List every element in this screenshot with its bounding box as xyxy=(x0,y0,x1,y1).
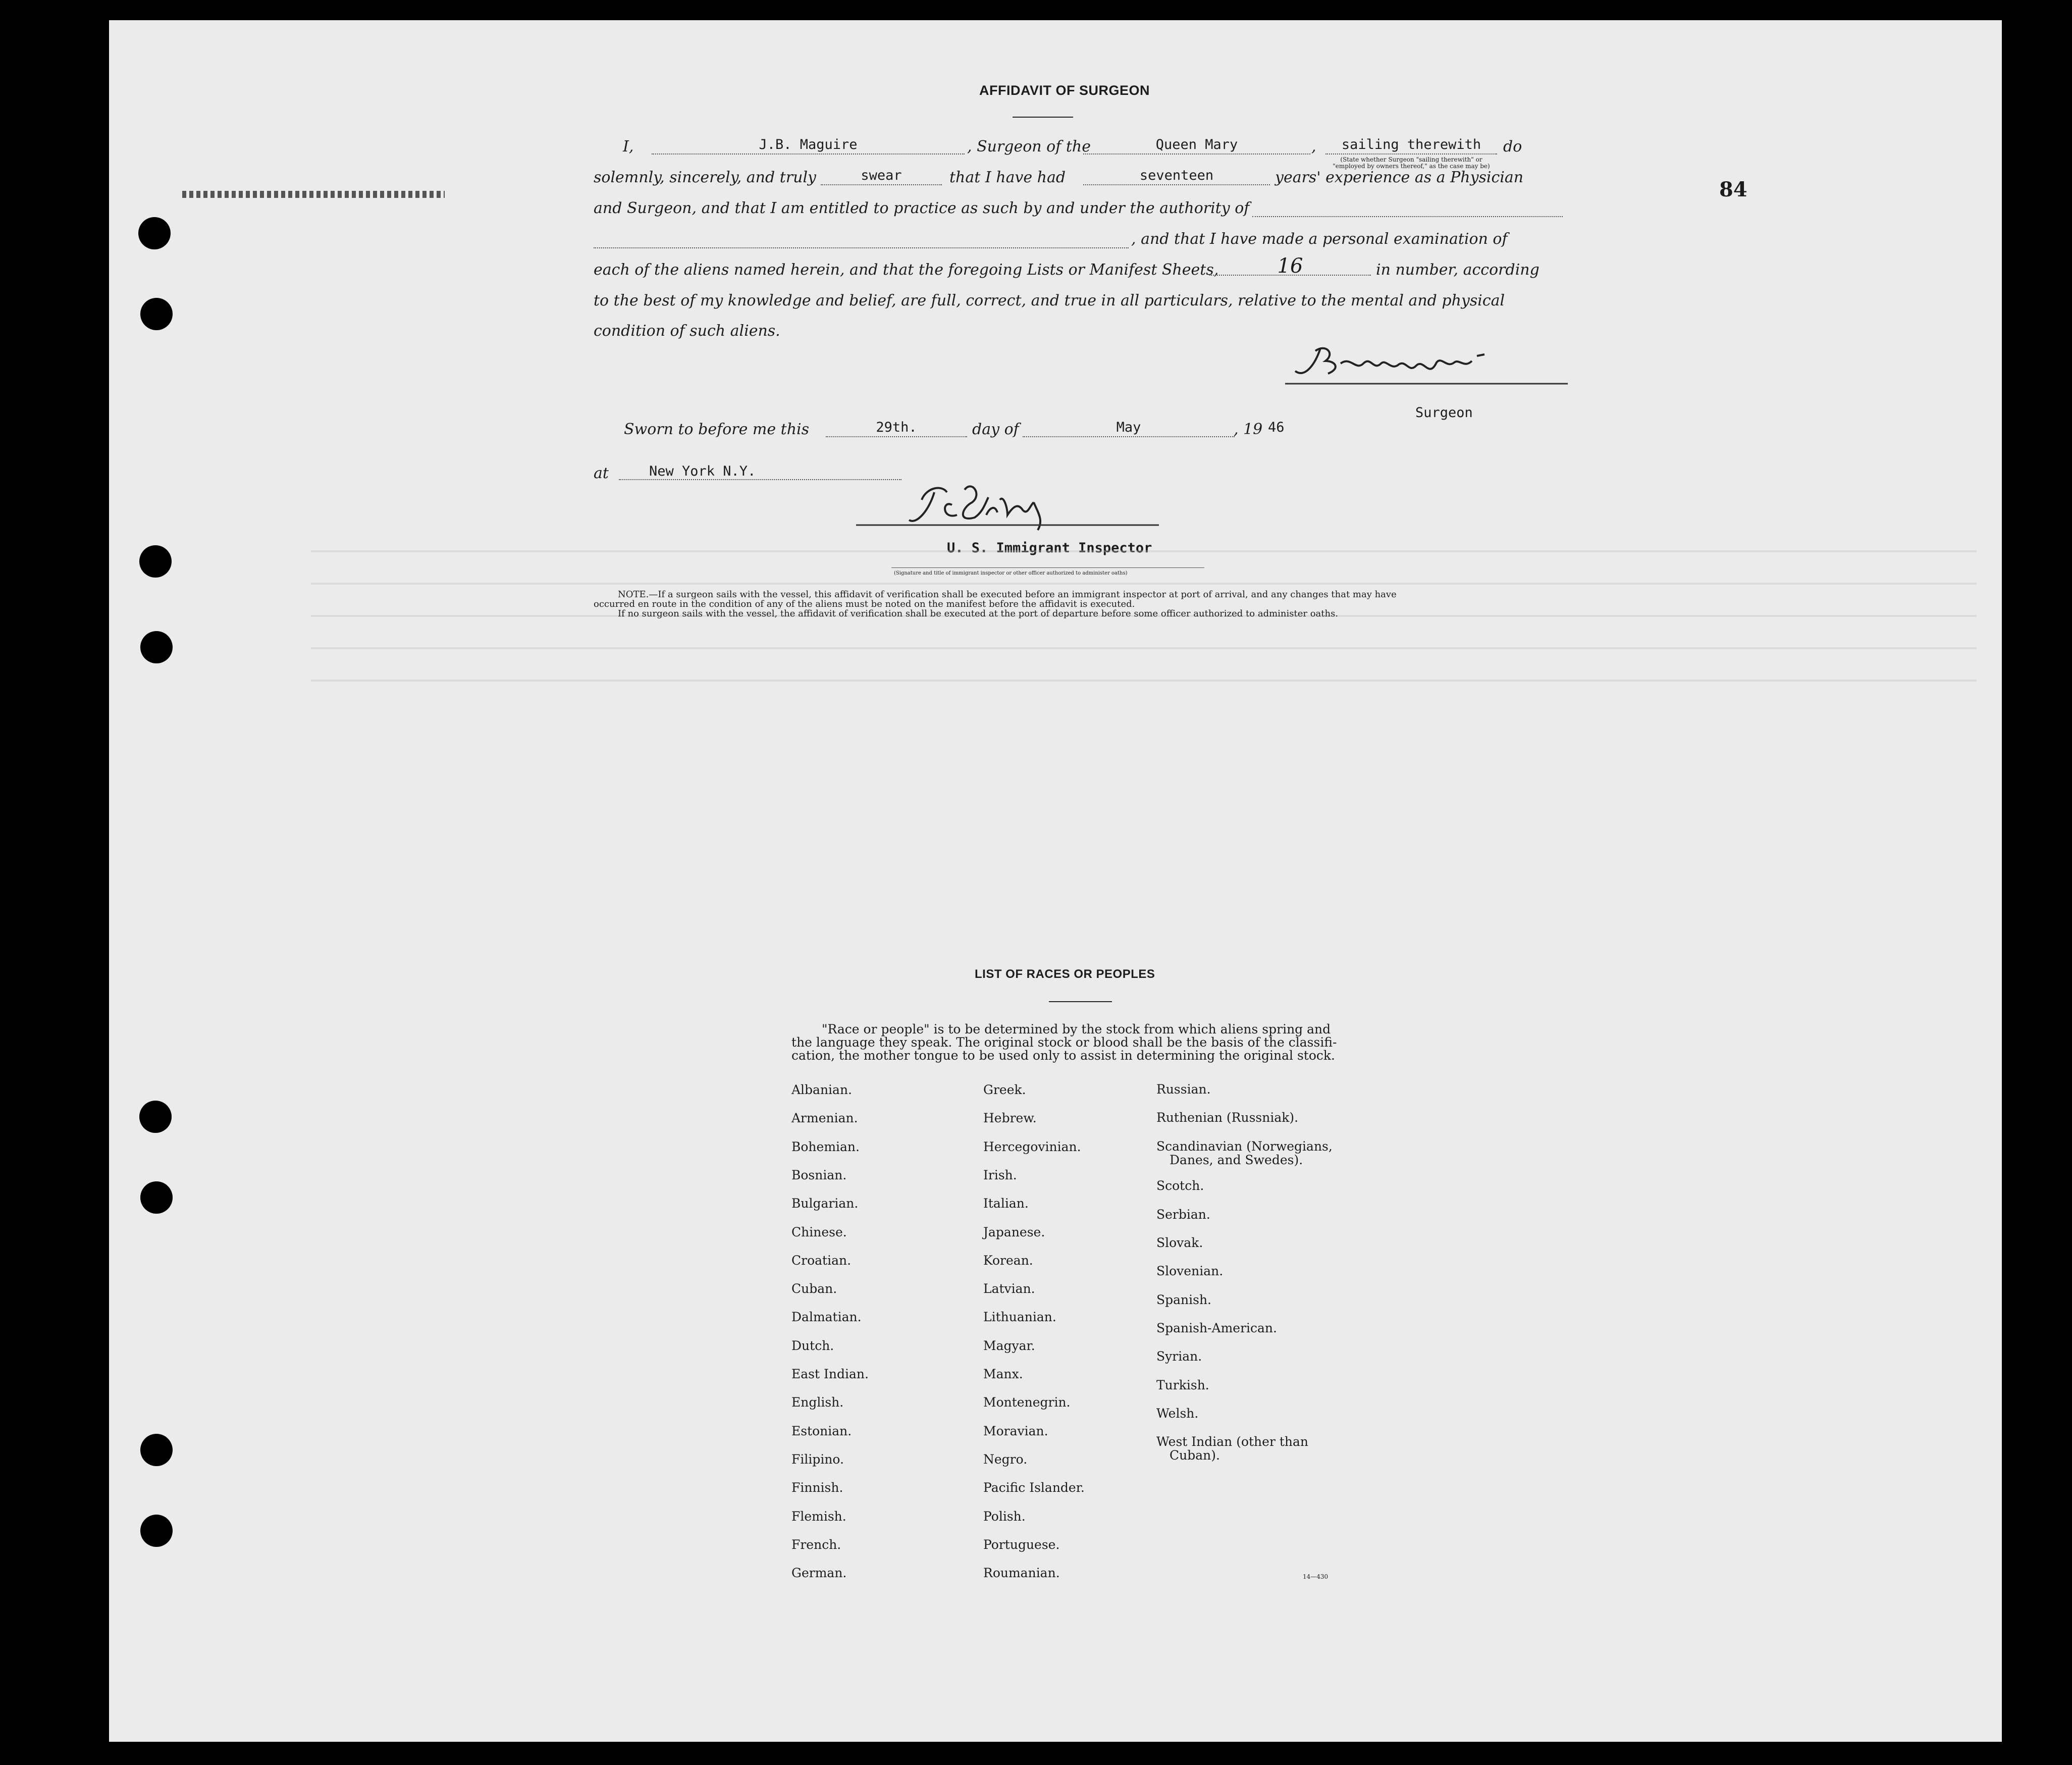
sheets-field: 16 xyxy=(1209,257,1371,276)
affidavit-line2-prefix: solemnly, sincerely, and truly xyxy=(594,169,817,186)
sworn-day-of: day of xyxy=(972,421,1019,438)
race-item: German. xyxy=(791,1566,847,1580)
race-item-line: Danes, and Swedes). xyxy=(1170,1153,1303,1167)
race-item: Pacific Islander. xyxy=(983,1480,1085,1495)
race-item xyxy=(1156,1139,1333,1167)
affidavit-line5-prefix: each of the aliens named herein, and that the foregoing Lists or Manifest Sheets, xyxy=(594,261,1219,279)
race-item: Bulgarian. xyxy=(791,1196,859,1211)
race-item xyxy=(1156,1082,1211,1096)
races-intro-line2: the language they speak. The original stock or blood shall be the basis of the classifi- xyxy=(791,1035,1337,1050)
race-item: Cuban. xyxy=(791,1281,837,1296)
surgeon-name-field: J.B. Maguire xyxy=(652,136,965,154)
race-item: Dutch. xyxy=(791,1338,834,1353)
race-item: Italian. xyxy=(983,1196,1029,1211)
race-item: Finnish. xyxy=(791,1480,843,1495)
affidavit-title: AFFIDAVIT OF SURGEON xyxy=(979,83,1150,98)
sworn-day-field: 29th. xyxy=(826,419,967,437)
affidavit-line2-mid: that I have had xyxy=(949,169,1066,186)
note-line1: NOTE.—If a surgeon sails with the vessel, this affidavit of verification shall be executed before an immigrant inspector at port of arrival, and any changes that may have xyxy=(618,589,1397,600)
race-item xyxy=(1156,1407,1198,1420)
race-item: Bosnian. xyxy=(791,1168,847,1182)
race-item: Albanian. xyxy=(791,1082,853,1097)
race-item-line: Slovak. xyxy=(1156,1235,1203,1250)
sworn-year-suffix: 46 xyxy=(1268,420,1285,435)
race-item: Hercegovinian. xyxy=(983,1139,1081,1154)
form-number: 14—430 xyxy=(1303,1573,1329,1580)
race-item: Dalmatian. xyxy=(791,1310,862,1324)
race-item-line: Spanish-American. xyxy=(1156,1321,1277,1335)
race-item xyxy=(1156,1321,1277,1335)
races-intro-line3: cation, the mother tongue to be used only to assist in determining the original stock. xyxy=(791,1048,1335,1063)
race-item: Latvian. xyxy=(983,1281,1035,1296)
race-item: Filipino. xyxy=(791,1452,844,1467)
race-item: Flemish. xyxy=(791,1509,846,1524)
affidavit-line7: condition of such aliens. xyxy=(594,322,780,340)
ship-name-field: Queen Mary xyxy=(1083,136,1310,154)
race-item: Montenegrin. xyxy=(983,1395,1071,1410)
race-item-line: Scandinavian (Norwegians, xyxy=(1156,1139,1333,1154)
place-field: New York N.Y. xyxy=(619,463,901,480)
page-number: 84 xyxy=(1719,178,1747,201)
affidavit-line6: to the best of my knowledge and belief, are full, correct, and true in all particulars, relative to the mental and physical xyxy=(594,292,1505,309)
inspector-note: (Signature and title of immigrant inspector or other officer authorized to administer oaths) xyxy=(894,570,1128,576)
race-item-line: Cuban). xyxy=(1170,1448,1220,1463)
binder-hole xyxy=(138,217,171,249)
race-item xyxy=(1156,1293,1211,1307)
race-item-line: Russian. xyxy=(1156,1082,1211,1097)
race-item: Lithuanian. xyxy=(983,1310,1056,1324)
race-item-line: Serbian. xyxy=(1156,1207,1210,1222)
race-item: East Indian. xyxy=(791,1367,869,1381)
document-page xyxy=(109,20,2002,1742)
race-item-line: Spanish. xyxy=(1156,1292,1212,1307)
race-item xyxy=(1156,1236,1203,1250)
race-item: Portuguese. xyxy=(983,1537,1060,1552)
race-item-line: Slovenian. xyxy=(1156,1264,1224,1278)
oath-field: swear xyxy=(821,167,942,185)
races-title-rule xyxy=(1049,1000,1112,1002)
stamp-marks xyxy=(182,191,445,198)
race-item-line: Turkish. xyxy=(1156,1378,1209,1392)
race-item xyxy=(1156,1435,1308,1462)
race-item: Hebrew. xyxy=(983,1111,1037,1125)
race-item: Magyar. xyxy=(983,1338,1035,1353)
race-item: Polish. xyxy=(983,1509,1026,1524)
race-item: Chinese. xyxy=(791,1225,847,1239)
years-field: seventeen xyxy=(1083,167,1270,185)
race-item: Moravian. xyxy=(983,1424,1048,1438)
affidavit-line5-suffix: in number, according xyxy=(1376,261,1539,279)
surgeon-label: Surgeon xyxy=(1415,405,1473,421)
surgeon-signature xyxy=(1285,333,1568,389)
race-item: Greek. xyxy=(983,1082,1026,1097)
race-item: Korean. xyxy=(983,1253,1033,1268)
race-item-line: West Indian (other than xyxy=(1156,1434,1309,1449)
note-line2: occurred en route in the condition of any of the aliens must be noted on the manifest before the affidavit is executed. xyxy=(594,599,1135,609)
race-item: Irish. xyxy=(983,1168,1017,1182)
note-line3: If no surgeon sails with the vessel, the affidavit of verification shall be executed at the port of departure before some officer authorized to administer oaths. xyxy=(618,608,1339,619)
race-item xyxy=(1156,1349,1202,1363)
binder-hole xyxy=(140,1181,173,1214)
binder-hole xyxy=(139,545,172,578)
affidavit-line1-surgeon-of: , Surgeon of the xyxy=(967,138,1091,155)
affidavit-line1-suffix: do xyxy=(1503,138,1522,155)
binder-hole xyxy=(140,1434,173,1466)
capacity-note: (State whether Surgeon "sailing therewith" or "employed by owners thereof," as the case may be) xyxy=(1333,156,1490,170)
race-item: Negro. xyxy=(983,1452,1028,1467)
comma-mark: , xyxy=(1311,138,1316,155)
race-item: Estonian. xyxy=(791,1424,852,1438)
race-item xyxy=(1156,1378,1209,1392)
race-item xyxy=(1156,1179,1204,1192)
race-item-line: Scotch. xyxy=(1156,1178,1204,1193)
race-item: Bohemian. xyxy=(791,1139,860,1154)
inspector-title: U. S. Immigrant Inspector xyxy=(947,540,1152,556)
title-rule xyxy=(1013,115,1073,118)
race-item: Japanese. xyxy=(983,1225,1045,1239)
race-item: French. xyxy=(791,1537,841,1552)
race-item xyxy=(1156,1208,1210,1221)
affidavit-line3: and Surgeon, and that I am entitled to practice as such by and under the authority of xyxy=(594,199,1250,217)
affidavit-line1-prefix: I, xyxy=(623,138,634,155)
races-title: LIST OF RACES OR PEOPLES xyxy=(975,967,1155,981)
affidavit-line4: , and that I have made a personal examination of xyxy=(1131,230,1508,248)
capacity-field: sailing therewith xyxy=(1325,136,1497,154)
sworn-month-field: May xyxy=(1023,419,1235,437)
authority-field-cont xyxy=(594,246,1129,248)
race-item xyxy=(1156,1111,1298,1124)
sworn-prefix: Sworn to before me this xyxy=(624,421,810,438)
race-item-line: Welsh. xyxy=(1156,1406,1199,1421)
race-item: Manx. xyxy=(983,1367,1023,1381)
race-item: Armenian. xyxy=(791,1111,858,1125)
authority-field xyxy=(1252,215,1563,217)
race-item: Croatian. xyxy=(791,1253,852,1268)
race-item: English. xyxy=(791,1395,844,1410)
affidavit-line2-suffix: years' experience as a Physician xyxy=(1275,169,1524,186)
races-intro-line1: "Race or people" is to be determined by the stock from which aliens spring and xyxy=(822,1022,1331,1036)
binder-hole xyxy=(140,1515,173,1547)
race-item: Roumanian. xyxy=(983,1566,1060,1580)
binder-hole xyxy=(140,298,173,330)
race-item-line: Syrian. xyxy=(1156,1349,1202,1364)
binder-hole xyxy=(139,1101,172,1133)
race-item xyxy=(1156,1264,1223,1278)
binder-hole xyxy=(140,631,173,663)
race-item-line: Ruthenian (Russniak). xyxy=(1156,1110,1299,1125)
at-prefix: at xyxy=(594,464,609,482)
sworn-year-prefix: , 19 xyxy=(1234,421,1263,438)
